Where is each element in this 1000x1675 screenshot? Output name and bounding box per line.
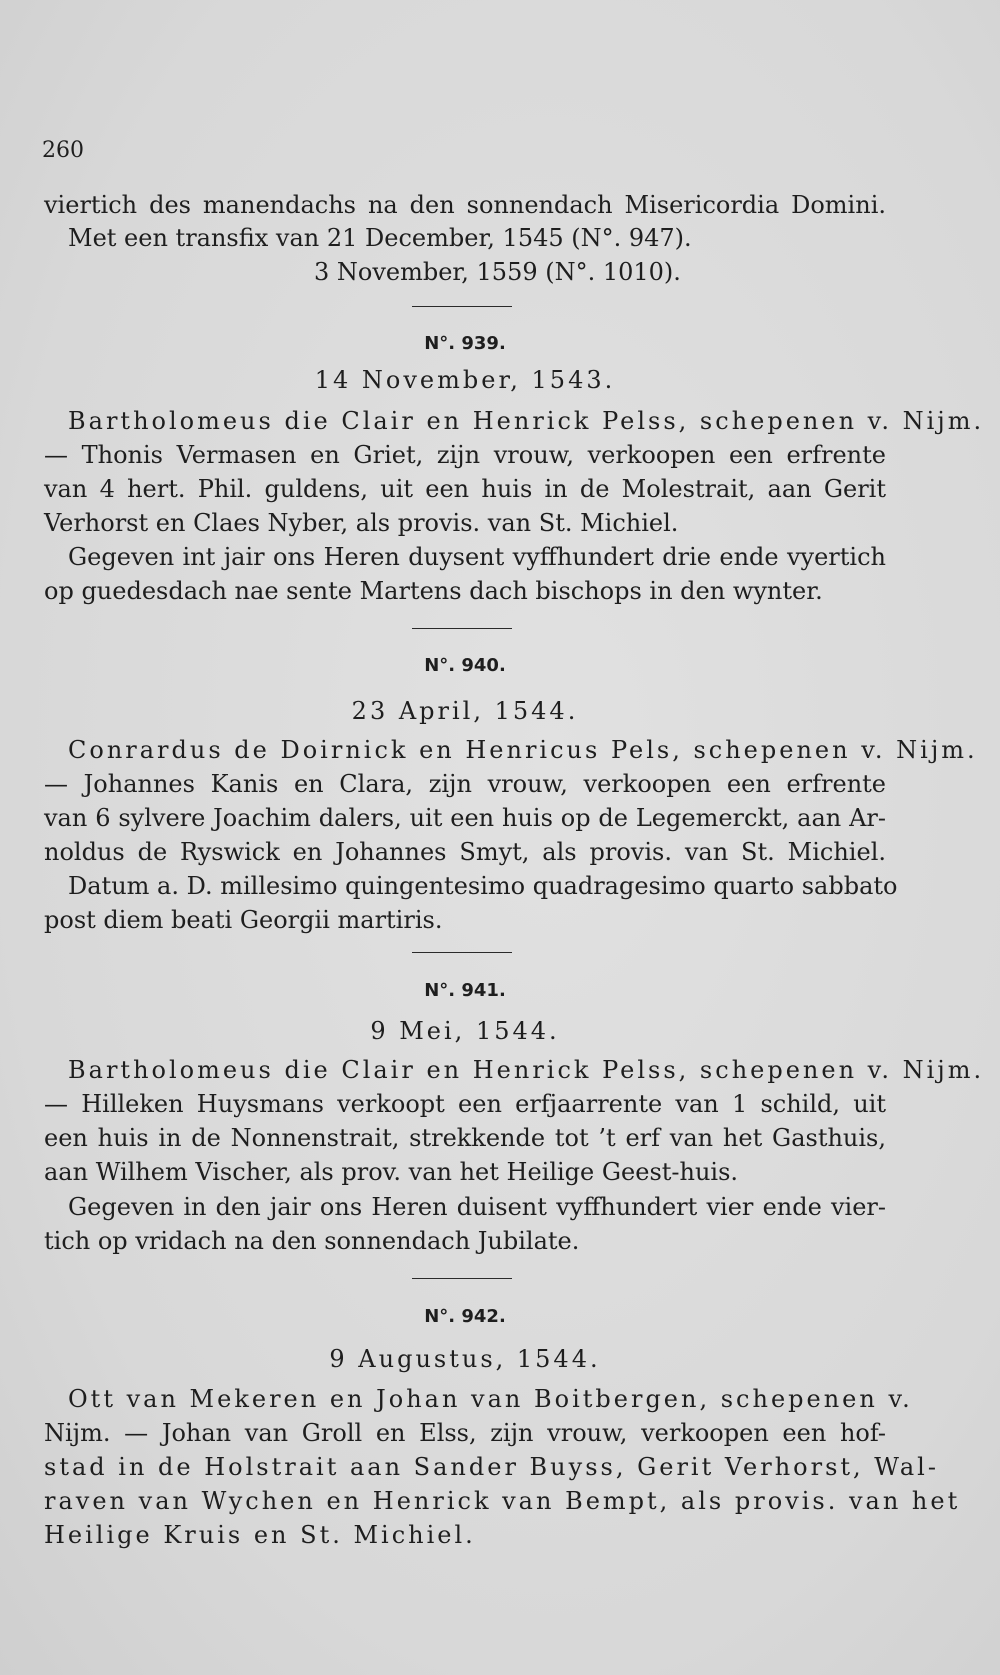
entry-number: N°. 942. [424, 1306, 506, 1327]
text-line: raven van Wychen en Henrick van Bempt, als provis. van het [44, 1487, 961, 1515]
text-line: Nijm. — Johan van Groll en Elss, zijn vrouw, verkoopen een hof- [44, 1419, 886, 1447]
text-line: viertich des manendachs na den sonnendach Misericordia Domini. [44, 191, 886, 219]
page-number: 260 [42, 138, 84, 163]
text-line: van 4 hert. Phil. guldens, uit een huis in de Molestrait, aan Gerit [44, 475, 886, 503]
text-line: — Johannes Kanis en Clara, zijn vrouw, verkoopen een erfrente [44, 770, 886, 798]
text-line: Bartholomeus die Clair en Henrick Pelss, schepenen v. Nijm. [68, 1056, 985, 1084]
text-line: Met een transfix van 21 December, 1545 (N°. 947). [68, 224, 692, 252]
entry-date: 9 Augustus, 1544. [329, 1345, 601, 1373]
text-line: stad in de Holstrait aan Sander Buyss, Gerit Verhorst, Wal- [44, 1453, 939, 1481]
text-line: — Hilleken Huysmans verkoopt een erfjaarrente van 1 schild, uit [44, 1090, 886, 1118]
separator-rule [412, 628, 512, 629]
text-line: Heilige Kruis en St. Michiel. [44, 1521, 476, 1549]
text-line: Gegeven int jair ons Heren duysent vyffhundert drie ende vyertich [68, 543, 886, 571]
separator-rule [412, 306, 512, 307]
separator-rule [412, 1278, 512, 1279]
entry-number: N°. 939. [424, 333, 506, 354]
text-line: tich op vridach na den sonnendach Jubilate. [44, 1227, 580, 1255]
text-line: een huis in de Nonnenstrait, strekkende tot ’t erf van het Gasthuis, [44, 1124, 886, 1152]
text-line: — Thonis Vermasen en Griet, zijn vrouw, verkoopen een erfrente [44, 441, 886, 469]
text-line: op guedesdach nae sente Martens dach bischops in den wynter. [44, 577, 823, 605]
text-line: Datum a. D. millesimo quingentesimo quadragesimo quarto sabbato [68, 872, 898, 900]
text-line: Verhorst en Claes Nyber, als provis. van St. Michiel. [44, 509, 679, 537]
entry-date: 14 November, 1543. [314, 366, 616, 394]
text-line: 3 November, 1559 (N°. 1010). [314, 258, 681, 286]
entry-date: 23 April, 1544. [351, 697, 579, 725]
text-line: Bartholomeus die Clair en Henrick Pelss, schepenen v. Nijm. [68, 407, 985, 435]
entry-number: N°. 940. [424, 655, 506, 676]
text-line: Ott van Mekeren en Johan van Boitbergen, schepenen v. [68, 1385, 913, 1413]
text-line: noldus de Ryswick en Johannes Smyt, als provis. van St. Michiel. [44, 838, 886, 866]
text-line: Gegeven in den jair ons Heren duisent vyffhundert vier ende vier- [68, 1193, 886, 1221]
separator-rule [412, 952, 512, 953]
entry-date: 9 Mei, 1544. [370, 1017, 560, 1045]
text-line: van 6 sylvere Joachim dalers, uit een huis op de Legemerckt, aan Ar- [44, 804, 886, 832]
text-line: post diem beati Georgii martiris. [44, 906, 443, 934]
entry-number: N°. 941. [424, 980, 506, 1001]
text-line: Conrardus de Doirnick en Henricus Pels, schepenen v. Nijm. [68, 736, 978, 764]
text-line: aan Wilhem Vischer, als prov. van het Heilige Geest-huis. [44, 1158, 739, 1186]
